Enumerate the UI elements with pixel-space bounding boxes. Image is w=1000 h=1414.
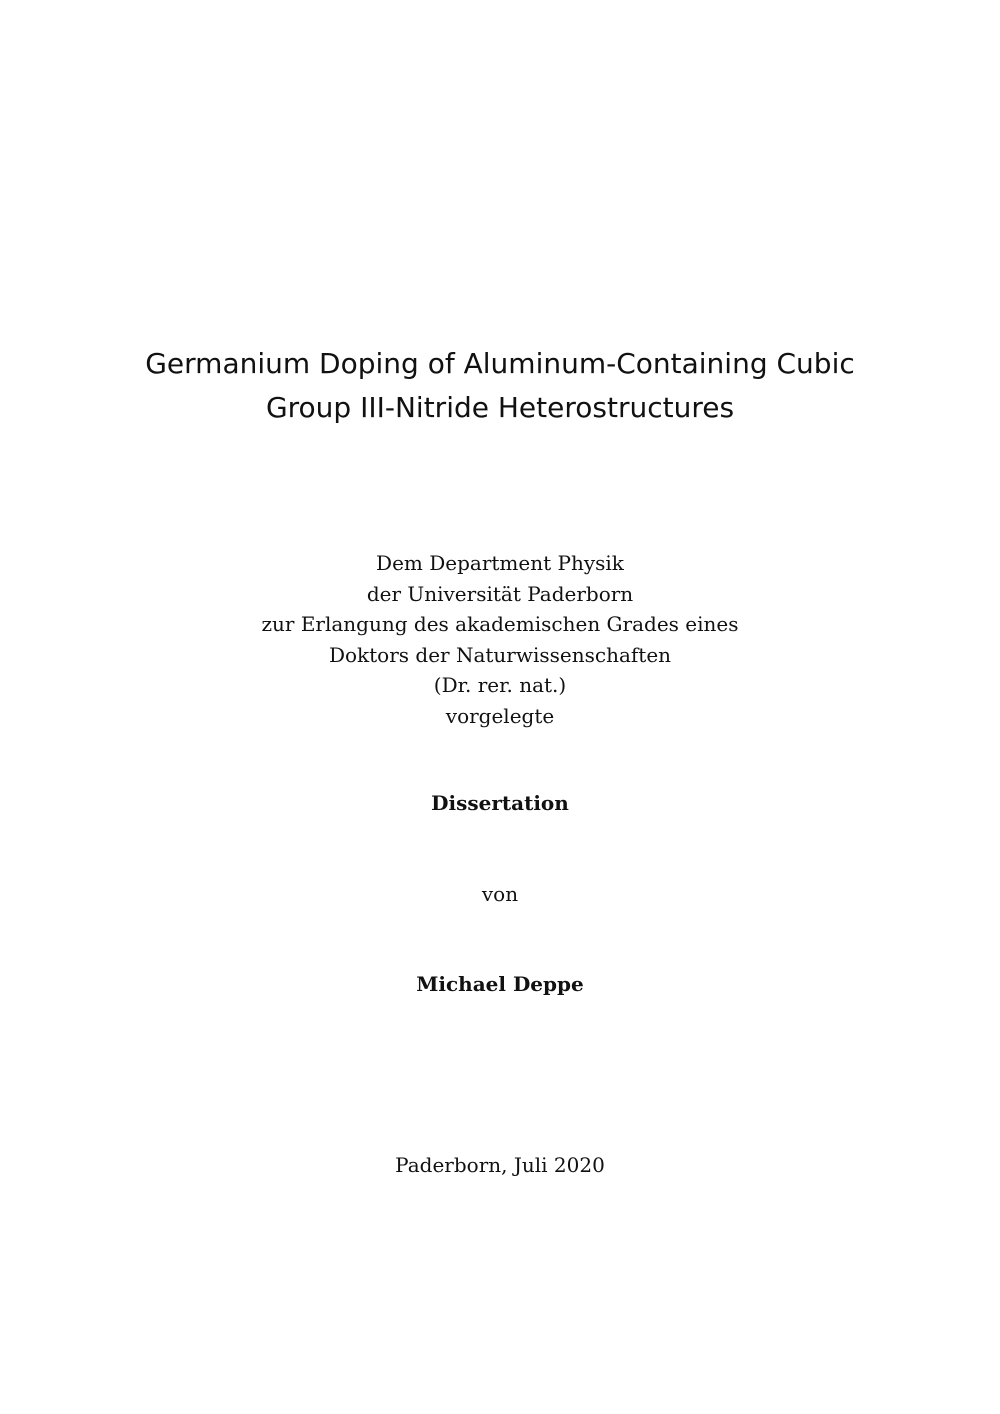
submission-line-department: Dem Department Physik xyxy=(376,551,624,575)
thesis-title-line-1: Germanium Doping of Aluminum-Containing Cubic xyxy=(145,347,855,380)
submission-line-degree-name: Doktors der Naturwissenschaften xyxy=(328,642,672,667)
author-name: Michael Deppe xyxy=(416,972,584,996)
submission-statement xyxy=(0,548,1000,731)
document-type: Dissertation xyxy=(431,791,569,815)
thesis-title-line-2: Group III-Nitride Heterostructures xyxy=(265,391,735,424)
place-and-date: Paderborn, Juli 2020 xyxy=(395,1153,605,1177)
submission-line-degree-purpose: zur Erlangung des akademischen Grades eines xyxy=(261,612,739,636)
submission-line-submitted: vorgelegte xyxy=(445,703,555,728)
submission-line-degree-abbreviation: (Dr. rer. nat.) xyxy=(433,673,567,697)
by-label: von xyxy=(481,882,519,906)
thesis-title xyxy=(0,342,1000,430)
submission-line-university: der Universität Paderborn xyxy=(366,581,634,606)
